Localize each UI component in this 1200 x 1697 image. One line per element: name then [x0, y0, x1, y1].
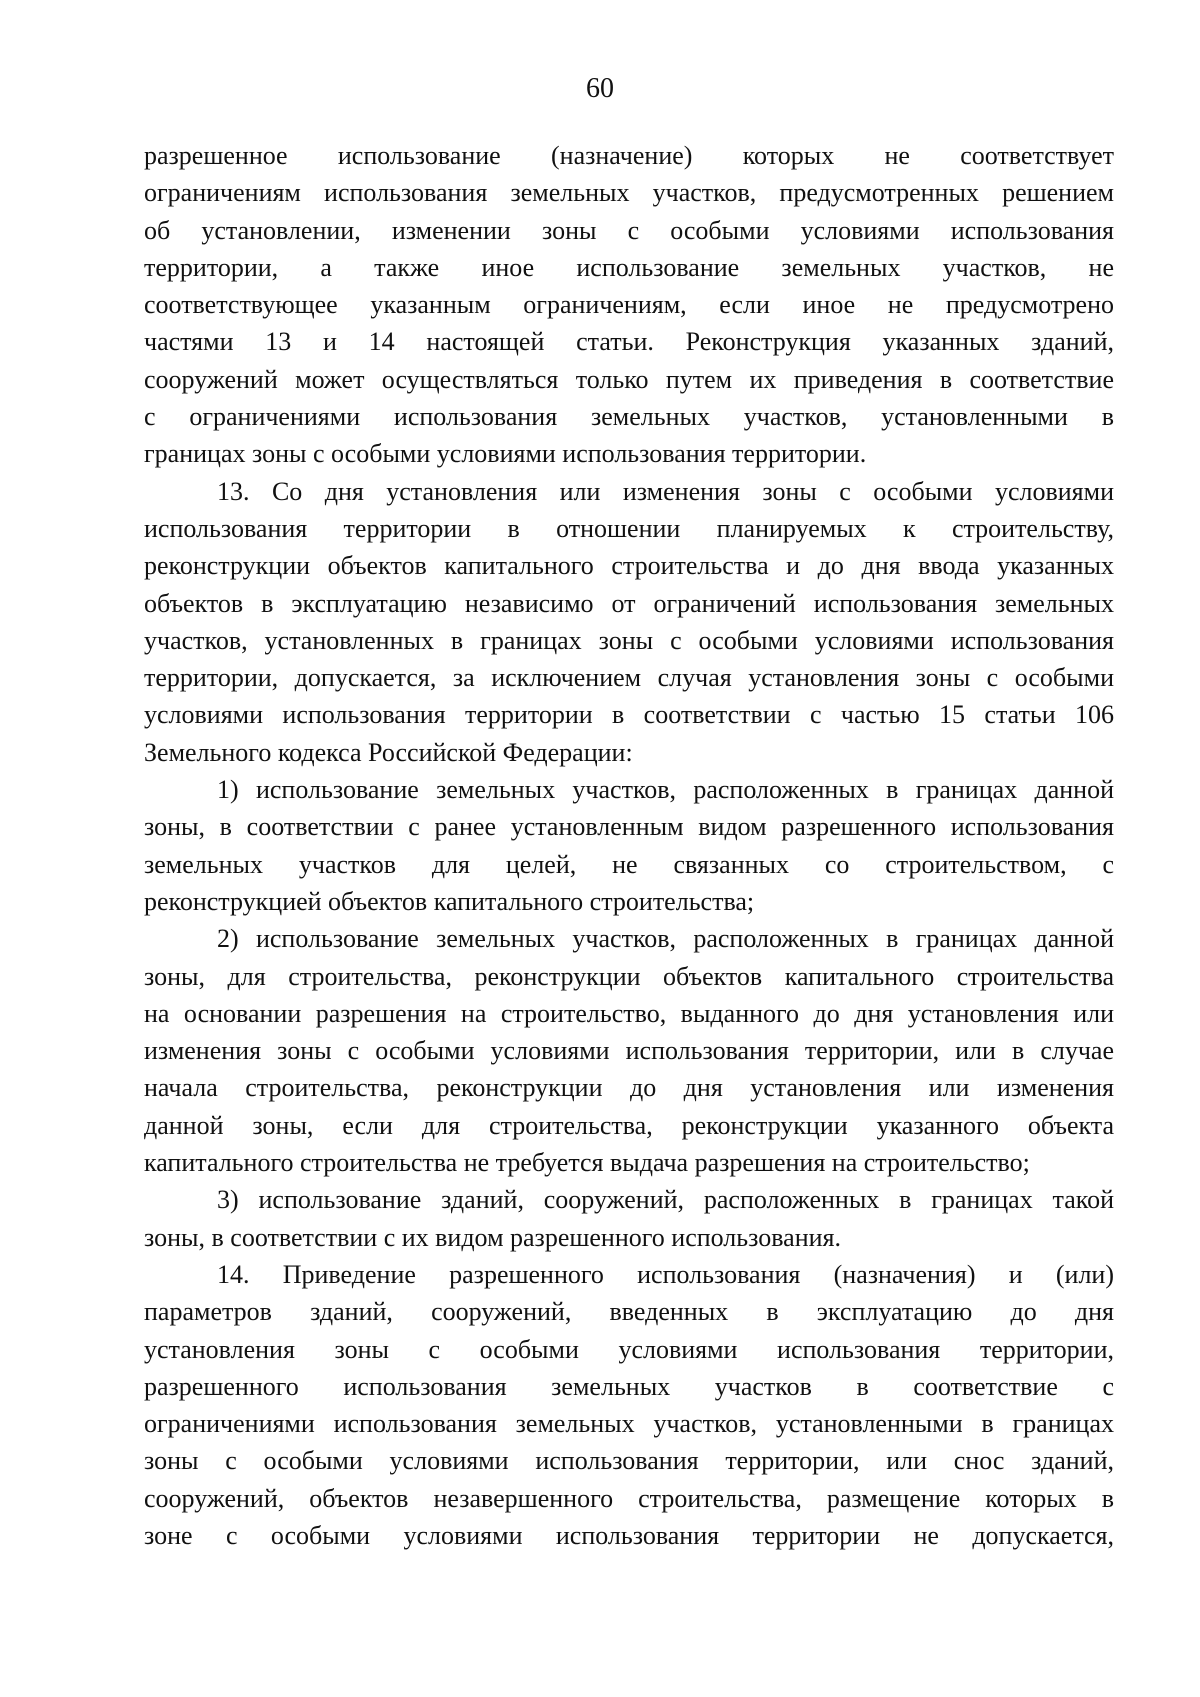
text-line: начала строительства, реконструкции до дня установления или изменения	[144, 1073, 1114, 1103]
text-line: сооружений, объектов незавершенного строительства, размещение которых в	[144, 1483, 1114, 1513]
paragraph	[144, 1256, 1114, 1554]
text-line: объектов в эксплуатацию независимо от ограничений использования земельных	[144, 588, 1114, 618]
text-line: с ограничениями использования земельных участков, установленными в	[144, 402, 1114, 432]
text-line: параметров зданий, сооружений, введенных в эксплуатацию до дня	[144, 1297, 1114, 1327]
paragraph	[144, 1181, 1114, 1256]
text-line: границах зоны с особыми условиями использования территории.	[144, 439, 867, 469]
text-line: территории, а также иное использование земельных участков, не	[144, 252, 1114, 282]
text-line: зоны, в соответствии с их видом разрешенного использования.	[144, 1222, 842, 1252]
text-line: зоны, для строительства, реконструкции объектов капитального строительства	[144, 961, 1114, 991]
text-line: Земельного кодекса Российской Федерации:	[144, 737, 633, 767]
text-line: ограничениями использования земельных участков, установленными в границах	[144, 1409, 1114, 1439]
text-line: земельных участков для целей, не связанных со строительством, с	[144, 849, 1114, 879]
page-number: 60	[586, 73, 614, 104]
text-line: частями 13 и 14 настоящей статьи. Реконструкция указанных зданий,	[144, 327, 1114, 357]
text-line: на основании разрешения на строительство, выданного до дня установления или	[144, 998, 1114, 1028]
text-line: 13. Со дня установления или изменения зоны с особыми условиями	[217, 476, 1114, 506]
text-line: капитального строительства не требуется выдача разрешения на строительство;	[144, 1148, 1030, 1178]
text-line: разрешенное использование (назначение) которых не соответствует	[144, 141, 1114, 170]
text-line: разрешенного использования земельных участков в соответствие с	[144, 1371, 1114, 1401]
paragraph	[144, 473, 1114, 771]
text-line: об установлении, изменении зоны с особыми условиями использования	[144, 215, 1114, 245]
text-line: ограничениям использования земельных участков, предусмотренных решением	[144, 178, 1114, 208]
document-body	[144, 137, 1114, 1554]
text-line: участков, установленных в границах зоны с особыми условиями использования	[144, 625, 1114, 655]
text-line: 3) использование зданий, сооружений, расположенных в границах такой	[217, 1185, 1114, 1215]
text-line: данной зоны, если для строительства, реконструкции указанного объекта	[144, 1110, 1114, 1140]
text-line: сооружений может осуществляться только путем их приведения в соответствие	[144, 364, 1114, 394]
text-line: реконструкцией объектов капитального строительства;	[144, 886, 755, 916]
paragraph	[144, 920, 1114, 1181]
text-line: 2) использование земельных участков, расположенных в границах данной	[217, 924, 1114, 954]
text-line: зоне с особыми условиями использования территории не допускается,	[144, 1520, 1114, 1550]
text-line: установления зоны с особыми условиями использования территории,	[144, 1334, 1114, 1364]
text-line: 1) использование земельных участков, расположенных в границах данной	[217, 775, 1114, 805]
text-line: территории, допускается, за исключением случая установления зоны с особыми	[144, 663, 1114, 693]
text-line: использования территории в отношении планируемых к строительству,	[144, 513, 1114, 543]
text-line: 14. Приведение разрешенного использования (назначения) и (или)	[217, 1259, 1114, 1289]
text-line: реконструкции объектов капитального строительства и до дня ввода указанных	[144, 551, 1114, 581]
text-line: зоны с особыми условиями использования территории, или снос зданий,	[144, 1446, 1114, 1476]
paragraph	[144, 137, 1114, 473]
text-line: условиями использования территории в соответствии с частью 15 статьи 106	[144, 700, 1114, 730]
text-line: изменения зоны с особыми условиями использования территории, или в случае	[144, 1036, 1114, 1066]
text-line: соответствующее указанным ограничениям, если иное не предусмотрено	[144, 290, 1114, 320]
paragraph	[144, 771, 1114, 920]
text-line: зоны, в соответствии с ранее установленным видом разрешенного использования	[144, 812, 1114, 842]
